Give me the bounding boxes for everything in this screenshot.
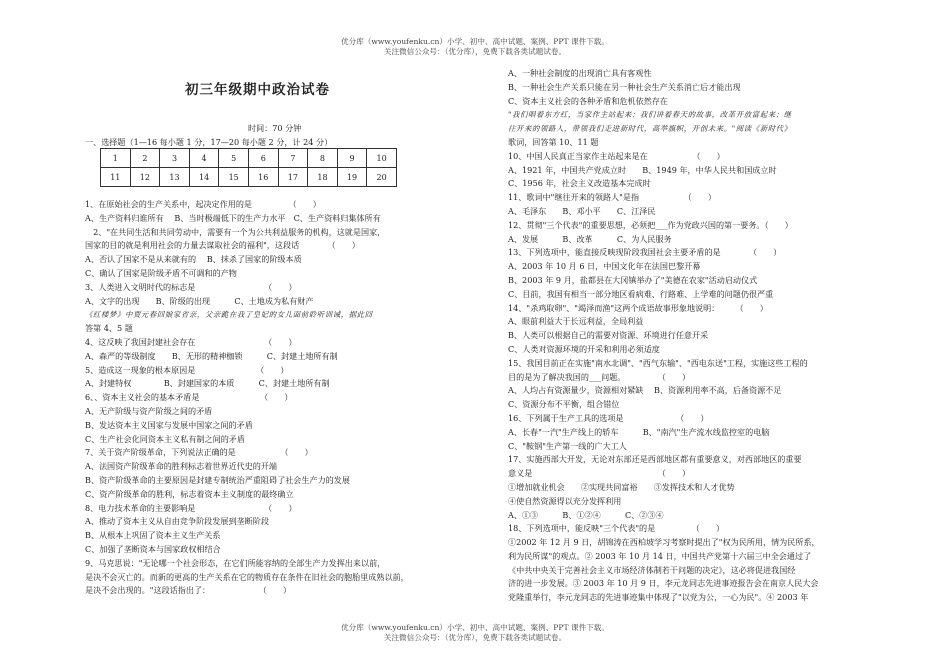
question-line: A、长春"一汽"生产线上的轿车 B、"南汽"生产流水线监控室的电脑 bbox=[508, 426, 770, 437]
question-line: B、资产阶级革命的主要原因是封建专制统治严重阻碍了社会生产力的发展 bbox=[85, 474, 350, 485]
answer-cell: 15 bbox=[219, 168, 249, 187]
answer-cell: 8 bbox=[308, 149, 338, 168]
question-line: ④使自然资源得以充分发挥利用 bbox=[508, 495, 622, 506]
answer-cell: 14 bbox=[189, 168, 219, 187]
question-line: 1、在原始社会的生产关系中，起决定作用的是 （ ） bbox=[85, 199, 321, 209]
question-line: B、人类可以根据自己的需要对资源、环境进行任意开采 bbox=[508, 330, 709, 341]
question-line: A、一种社会制度的出现消亡具有客观性 bbox=[508, 68, 652, 78]
question-line: 是决不会灭亡的。而新的更高的生产关系在它的物质存在条件在旧社会的胞胎里成熟以前， bbox=[85, 571, 409, 582]
answer-cell: 9 bbox=[337, 149, 367, 168]
question-line: C、1956 年，社会主义改造基本完成时 bbox=[508, 178, 651, 189]
question-line: C、生产社会化同资本主义私有制之间的矛盾 bbox=[85, 433, 245, 444]
question-line: 17、实施西部大开发，无论对东部还是西部地区都有重要意义，对西部地区的重要 bbox=[508, 454, 802, 465]
question-line: A、人均占有资源量少，资源相对紧缺 B、资源利用率不高，后备资源不足 bbox=[508, 385, 782, 396]
header-line-2: 关注微信公众号：（优分库），免费下载各类试题试卷。 bbox=[383, 47, 567, 56]
right-column bbox=[508, 67, 870, 605]
page-footer bbox=[0, 623, 950, 643]
question-line: A、2003 年 10 月 6 日，中国文化年在法国巴黎开幕 bbox=[508, 261, 701, 272]
question-line: 5、造成这一现象的根本原因是 （ ） bbox=[85, 364, 289, 375]
question-line: ①增加就业机会 ②实现共同富裕 ③发挥技术和人才优势 bbox=[508, 481, 735, 492]
answer-cell: 7 bbox=[278, 149, 308, 168]
question-line: 7、关于资产阶级革命，下列说法正确的是 （ ） bbox=[85, 447, 313, 458]
answer-cell: 20 bbox=[367, 168, 397, 187]
question-line: A、无产阶级与资产阶级之间的矛盾 bbox=[85, 405, 213, 416]
question-line: B、发达资本主义国家与发展中国家之间的矛盾 bbox=[85, 419, 253, 430]
answer-cell: 16 bbox=[248, 168, 278, 187]
question-line: A、文字的出现 B、阶级的出现 C、土地成为私有财产 bbox=[85, 295, 314, 306]
question-line: 歌词，回答第 10、11 题 bbox=[508, 136, 599, 147]
question-line: 13、下列选项中，能直接反映现阶段我国社会主要矛盾的是 （ ） bbox=[508, 247, 782, 258]
question-line: A、推动了资本主义从自由竞争阶段发展到垄断阶段 bbox=[85, 516, 269, 527]
answer-grid-row bbox=[101, 149, 397, 168]
question-line: A、生产资料归谁所有 B、当时极端低下的生产力水平 C、生产资料归集体所有 bbox=[85, 212, 381, 223]
question-line: C、目前，我国有相当一部分地区看病难、行路难、上学难的问题仍很严重 bbox=[508, 288, 774, 299]
footer-line-1: 优分库（www.youfenku.cn）小学、初中、高中试题、案例、PPT 课件下载。 bbox=[341, 623, 609, 632]
answer-cell: 3 bbox=[160, 149, 190, 168]
question-line: 9、马克思说："无论哪一个社会形态，在它们所能容纳的全部生产力发挥出来以前， bbox=[85, 557, 386, 568]
question-line: 《中共中央关于完善社会主义市场经济体制若干问题的决定》，这必将促进我国经 bbox=[508, 564, 796, 575]
question-line: 12、贯彻"三个代表"的重要思想，必须把___作为党政兴国的第一要务。（ ） bbox=[508, 219, 793, 230]
question-line: 11、歌词中"继往开来的领路人"是指 （ ） bbox=[508, 192, 716, 203]
question-line: 答第 4、5 题 bbox=[85, 323, 133, 334]
question-line: 利为民所谋"的观点。② 2003 年 10 月 14 日，中国共产党第十六届三中全会通过了 bbox=[508, 550, 812, 561]
question-line: 济的进一步发展。③ 2003 年 10 月 9 日，李元龙同志先进事迹报告会在南京人民大会 bbox=[508, 578, 819, 589]
answer-cell: 13 bbox=[160, 168, 190, 187]
question-line: A、否认了国家不是从来就有的 B、抹杀了国家的阶级本质 bbox=[85, 254, 302, 265]
question-line: C、人类对资源环境的开采和利用必须适度 bbox=[508, 343, 660, 354]
answer-grid-row bbox=[101, 168, 397, 187]
answer-cell: 12 bbox=[130, 168, 160, 187]
question-line: 意义是 （ ） bbox=[508, 468, 691, 479]
question-line: A、封建特权 B、封建国家的本质 C、封建土地所有制 bbox=[85, 378, 330, 389]
question-line: C、"鞍钢"生产第一线的广大工人 bbox=[508, 440, 627, 451]
question-line: C、加强了垄断资本与国家政权相结合 bbox=[85, 543, 221, 554]
question-line: 往开来的领路人，带领我们走进新时代，高举旗帜，开创未来。"阅读《新时代》 bbox=[508, 124, 792, 134]
page-header bbox=[0, 37, 950, 57]
question-line: A、发展 B、改革 C、为人民服务 bbox=[508, 233, 672, 244]
question-line: 《红楼梦》中贾元春回娘家省亲，父亲跪在我了皇妃的女儿面前聆听训诫，据此回 bbox=[85, 310, 373, 320]
answer-cell: 11 bbox=[101, 168, 131, 187]
answer-cell: 19 bbox=[337, 168, 367, 187]
left-column bbox=[85, 198, 485, 598]
question-line: B、2003 年 9 月，盐都县在大冈镇举办了"美德在农家"活动启动仪式 bbox=[508, 274, 758, 285]
question-line: C、确认了国家是阶级矛盾不可调和的产物 bbox=[85, 267, 237, 278]
question-line: 2、"在共同生活和共同劳动中，需要有一个为公共利益服务的机构，这就是国家， bbox=[85, 226, 386, 237]
question-line: 8、电力技术革命的主要影响是 （ ） bbox=[85, 502, 297, 513]
answer-cell: 17 bbox=[278, 168, 308, 187]
question-line: C、资本主义社会的各种矛盾和危机依然存在 bbox=[508, 95, 668, 106]
question-line: A、法国资产阶级革命的胜利标志着世界近代史的开端 bbox=[85, 461, 278, 472]
question-line: 18、下列选项中，能反映"三个代表"的是 （ ） bbox=[508, 523, 725, 534]
question-line: C、资源分布不平衡，组合错位 bbox=[508, 399, 620, 410]
answer-cell: 1 bbox=[101, 149, 131, 168]
question-line: 16、下列属于生产工具的选项是 （ ） bbox=[508, 412, 709, 423]
answer-cell: 6 bbox=[248, 149, 278, 168]
answer-cell: 4 bbox=[189, 149, 219, 168]
question-line: 目的是为了解决我国的___问题。 （ ） bbox=[508, 371, 691, 382]
question-line: 4、这反映了我国封建社会存在 （ ） bbox=[85, 336, 297, 347]
question-line: 14、"杀鸡取卵"、"竭泽而渔"这两个成语故事形象地说明： （ ） bbox=[508, 302, 768, 313]
section-heading: 一、选择题（1—16 每小题 1 分，17—20 每小题 2 分，计 24 分） bbox=[85, 137, 333, 147]
answer-cell: 18 bbox=[308, 168, 338, 187]
answer-cell: 5 bbox=[219, 149, 249, 168]
exam-title: 初三年级期中政治试卷 bbox=[185, 82, 330, 98]
question-line: 3、人类进入文明时代的标志是 （ ） bbox=[85, 281, 297, 292]
question-line: B、从根本上巩固了资本主义生产关系 bbox=[85, 530, 221, 541]
question-line: 是决不会出现的。"这段话指出了： （ ） bbox=[85, 585, 292, 596]
question-line: A、①③ B、①②④ C、②③④ bbox=[508, 509, 664, 520]
footer-line-2: 关注微信公众号：（优分库），免费下载各类试题试卷。 bbox=[383, 633, 567, 642]
exam-time: 时间：70 分钟 bbox=[248, 123, 302, 133]
answer-cell: 2 bbox=[130, 149, 160, 168]
question-line: "我们唱着东方红，当家作主站起来；我们讲着春天的故事，改革开放富起来；继 bbox=[508, 110, 792, 120]
question-line: 10、中国人民真正当家作主站起来是在 （ ） bbox=[508, 150, 725, 161]
question-line: A、毛泽东 B、邓小平 C、江泽民 bbox=[508, 205, 656, 216]
question-line: A、森严的等级制度 B、无形的精神枷锁 C、封建土地所有制 bbox=[85, 350, 338, 361]
header-line-1: 优分库（www.youfenku.cn）小学、初中、高中试题、案例、PPT 课件下载。 bbox=[341, 37, 609, 46]
question-line: 6、、资本主义社会的基本矛盾是 （ ） bbox=[85, 392, 293, 403]
answer-grid bbox=[100, 148, 397, 187]
answer-cell: 10 bbox=[367, 149, 397, 168]
question-line: B、一种社会生产关系只能在另一种社会生产关系消亡后才能出现 bbox=[508, 81, 741, 92]
question-line: C、资产阶级革命的胜利，标志着资本主义制度的最终确立 bbox=[85, 488, 294, 499]
question-line: 党隆重举行，李元龙同志的先进事迹集中体现了"以党为公，一心为民"。④ 2003 年 bbox=[508, 592, 809, 603]
question-line: A、1921 年，中国共产党成立时 B、1949 年，中华人民共和国成立时 bbox=[508, 164, 777, 175]
question-line: 15、我国目前正在实施"南水北调"、"西气东输"、"西电东送"工程，实施这些工程的 bbox=[508, 357, 808, 368]
question-line: A、眼前利益大于长远利益，全局利益 bbox=[508, 316, 644, 327]
question-line: ①2002 年 12 月 9 日，胡锦涛在西柏坡学习考察时提出了"权为民所用，情为民所系， bbox=[508, 537, 820, 548]
question-line: 国家的目的就是利用社会的力量去谋取社会的福利"，这段话 （ ） bbox=[85, 240, 360, 251]
